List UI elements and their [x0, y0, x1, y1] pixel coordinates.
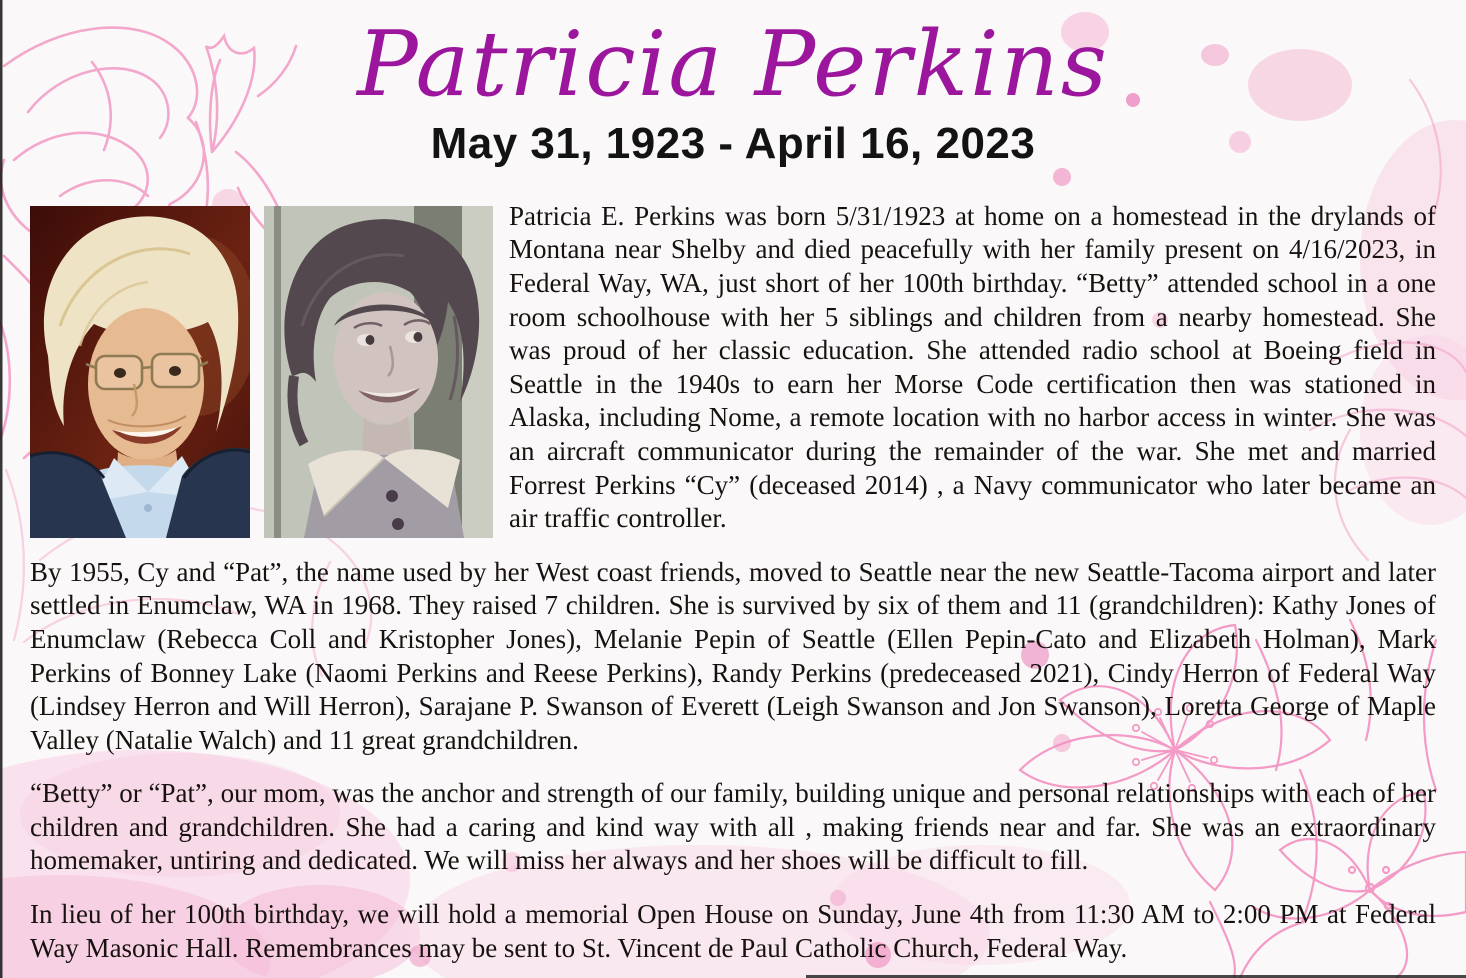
- photo-elderly-portrait: [30, 206, 250, 538]
- obituary-paragraph: “Betty” or “Pat”, our mom, was the anchor and strength of our family, building unique and personal relationships with each of her children and grandchildren. She had a caring and kind way with all , making friends near and far. She was an extraordinary homemaker, untiring and dedicated. We will miss her always and her shoes will be difficult to fill.: [30, 778, 1436, 876]
- obituary-paragraph: In lieu of her 100th birthday, we will hold a memorial Open House on Sunday, June 4th from 11:30 AM to 2:00 PM at Federal Way Masonic Hall. Remembrances may be sent to St. Vincent de Paul Catholic Church, Federal Way.: [30, 899, 1436, 963]
- photo-strip: [30, 206, 493, 538]
- photo-young-portrait: [264, 206, 493, 538]
- page-title: Patricia Perkins: [357, 12, 1109, 117]
- date-range: May 31, 1923 - April 16, 2023: [430, 119, 1036, 169]
- obituary-body: [30, 200, 1436, 965]
- obituary-paragraph: Patricia E. Perkins was born 5/31/1923 at home on a homestead in the drylands of Montana near Shelby and died peacefully with her family present on 4/16/2023, in Federal Way, WA, just short of her 100th birthday. “Betty” attended school in a one room schoolhouse with her 5 siblings and children from a nearby homestead. She was proud of her classic education. She attended radio school at Boeing field in Seattle in the 1940s to earn her Morse Code certification then was stationed in Alaska, including Nome, a remote location with no harbor access in winter. She was an aircraft communicator during the remainder of the war. She met and married Forrest Perkins “Cy” (deceased 2014) , a Navy communicator who later became an air traffic controller.: [509, 200, 1436, 534]
- obituary-paragraph: By 1955, Cy and “Pat”, the name used by her West coast friends, moved to Seattle near the new Seattle-Tacoma airport and later settled in Enumclaw, WA in 1968. They raised 7 children. She is survived by six of them and 11 (grandchildren): Kathy Jones of Enumclaw (Rebecca Coll and Kristopher Jones), Melanie Pepin of Seattle (Ellen Pepin-Cato and Elizabeth Holman), Mark Perkins of Bonney Lake (Naomi Perkins and Reese Perkins), Randy Perkins (predeceased 2021), Cindy Herron of Federal Way (Lindsey Herron and Will Herron), Sarajane P. Swanson of Everett (Leigh Swanson and Jon Swanson), Loretta George of Maple Valley (Natalie Walch) and 11 great grandchildren.: [30, 556, 1436, 755]
